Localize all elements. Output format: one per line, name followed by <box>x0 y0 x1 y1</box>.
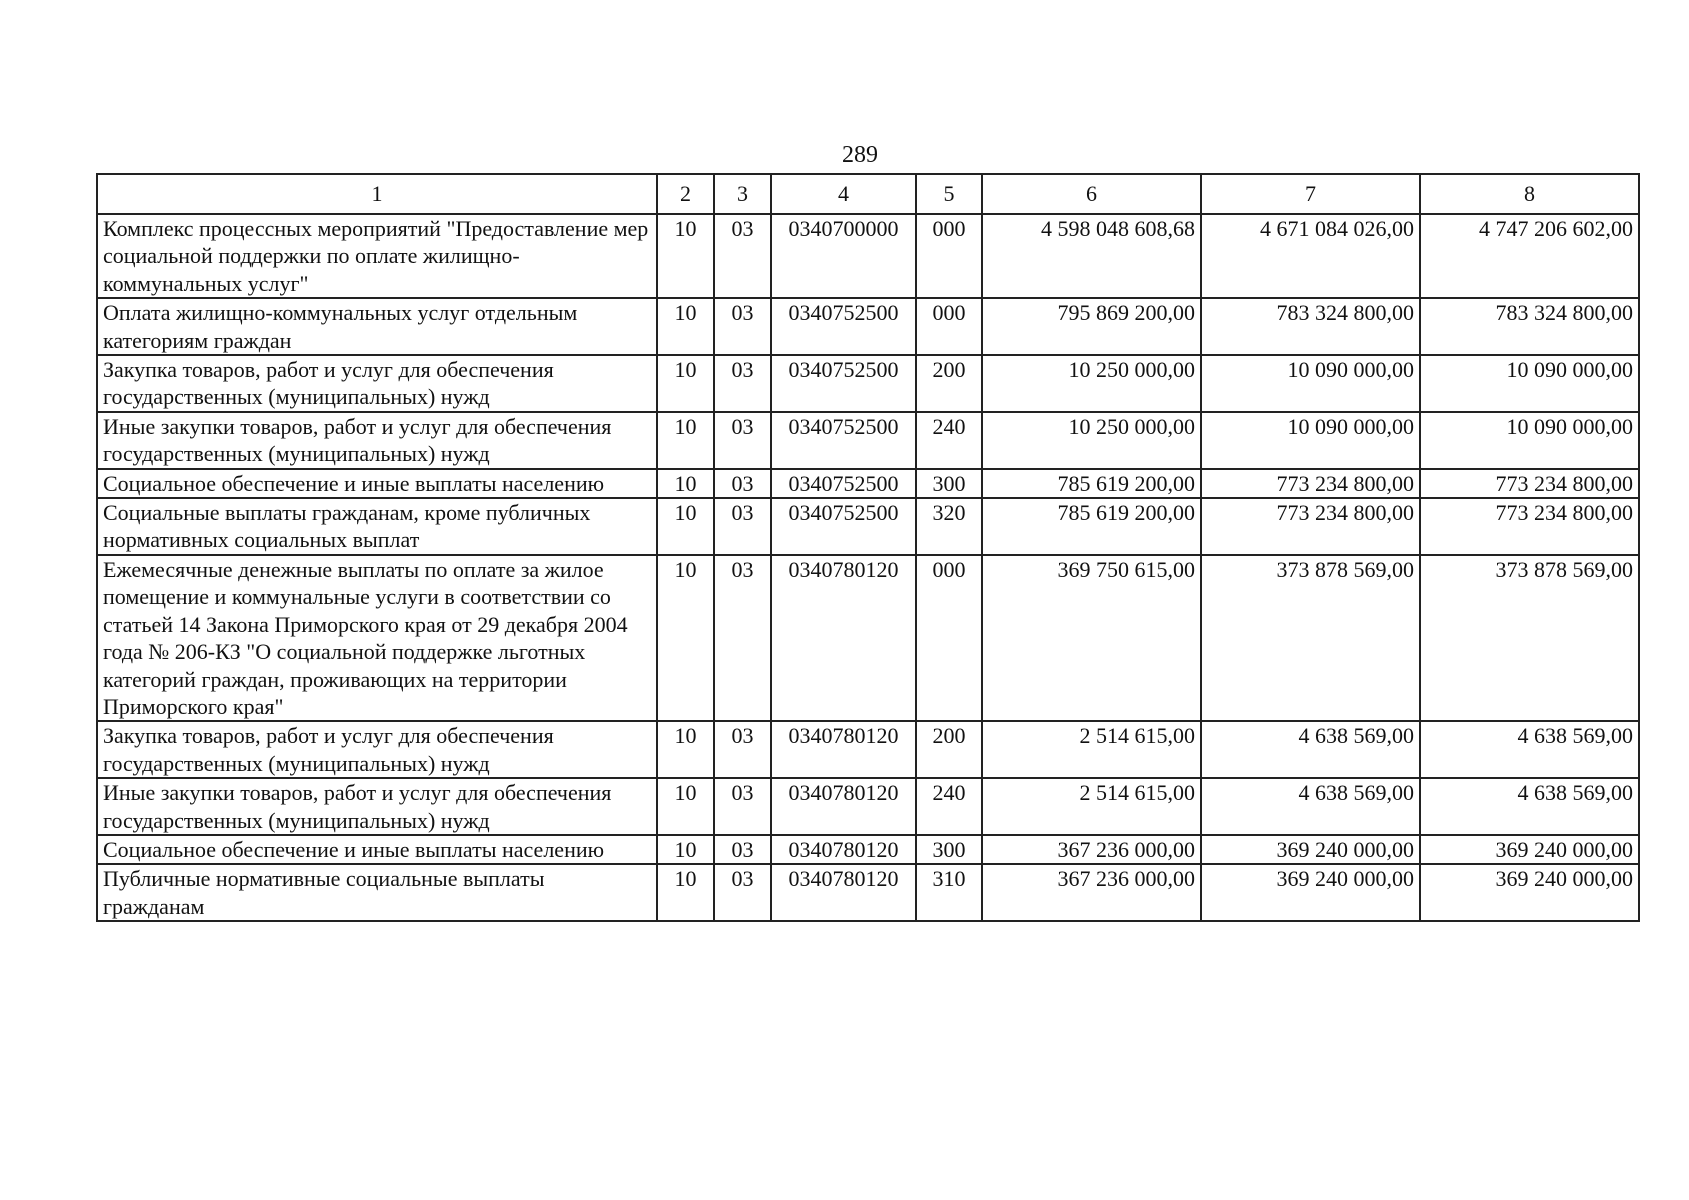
subsection-code: 03 <box>714 778 771 835</box>
target-article-code: 0340752500 <box>771 355 916 412</box>
page-number: 289 <box>842 142 878 168</box>
row-name: Иные закупки товаров, работ и услуг для обеспечения государственных (муниципальных) нужд <box>97 778 657 835</box>
row-name: Социальное обеспечение и иные выплаты населению <box>97 469 657 498</box>
section-code: 10 <box>657 355 714 412</box>
expense-type-code: 000 <box>916 298 982 355</box>
amount-col7: 4 638 569,00 <box>1201 721 1420 778</box>
section-code: 10 <box>657 721 714 778</box>
amount-col6: 10 250 000,00 <box>982 412 1201 469</box>
row-name: Социальное обеспечение и иные выплаты населению <box>97 835 657 864</box>
amount-col7: 783 324 800,00 <box>1201 298 1420 355</box>
expense-type-code: 240 <box>916 412 982 469</box>
amount-col8: 10 090 000,00 <box>1420 355 1639 412</box>
section-code: 10 <box>657 298 714 355</box>
amount-col8: 773 234 800,00 <box>1420 498 1639 555</box>
amount-col7: 369 240 000,00 <box>1201 835 1420 864</box>
column-header: 3 <box>714 174 771 214</box>
amount-col6: 367 236 000,00 <box>982 835 1201 864</box>
subsection-code: 03 <box>714 555 771 721</box>
expense-type-code: 310 <box>916 864 982 921</box>
target-article-code: 0340752500 <box>771 412 916 469</box>
row-name: Закупка товаров, работ и услуг для обеспечения государственных (муниципальных) нужд <box>97 355 657 412</box>
table-row <box>97 555 1639 721</box>
target-article-code: 0340752500 <box>771 298 916 355</box>
amount-col6: 795 869 200,00 <box>982 298 1201 355</box>
table-row <box>97 412 1639 469</box>
expense-type-code: 200 <box>916 355 982 412</box>
column-header: 1 <box>97 174 657 214</box>
row-name: Публичные нормативные социальные выплаты гражданам <box>97 864 657 921</box>
expense-type-code: 000 <box>916 555 982 721</box>
amount-col7: 10 090 000,00 <box>1201 355 1420 412</box>
amount-col6: 785 619 200,00 <box>982 469 1201 498</box>
subsection-code: 03 <box>714 864 771 921</box>
subsection-code: 03 <box>714 355 771 412</box>
row-name: Ежемесячные денежные выплаты по оплате за жилое помещение и коммунальные услуги в соответствии со статьей 14 Закона Приморского края от 29 декабря 2004 года № 206-КЗ "О социальной поддержке льготных категорий граждан, проживающих на территории Приморского края" <box>97 555 657 721</box>
table-row <box>97 355 1639 412</box>
subsection-code: 03 <box>714 835 771 864</box>
expense-type-code: 200 <box>916 721 982 778</box>
column-header: 7 <box>1201 174 1420 214</box>
subsection-code: 03 <box>714 298 771 355</box>
subsection-code: 03 <box>714 214 771 298</box>
row-name: Комплекс процессных мероприятий "Предоставление мер социальной поддержки по оплате жилищно-коммунальных услуг" <box>97 214 657 298</box>
target-article-code: 0340780120 <box>771 778 916 835</box>
section-code: 10 <box>657 835 714 864</box>
amount-col7: 10 090 000,00 <box>1201 412 1420 469</box>
amount-col6: 10 250 000,00 <box>982 355 1201 412</box>
section-code: 10 <box>657 498 714 555</box>
row-name: Закупка товаров, работ и услуг для обеспечения государственных (муниципальных) нужд <box>97 721 657 778</box>
column-header: 4 <box>771 174 916 214</box>
section-code: 10 <box>657 412 714 469</box>
target-article-code: 0340752500 <box>771 469 916 498</box>
amount-col7: 4 671 084 026,00 <box>1201 214 1420 298</box>
column-header: 8 <box>1420 174 1639 214</box>
amount-col8: 4 638 569,00 <box>1420 778 1639 835</box>
target-article-code: 0340780120 <box>771 555 916 721</box>
subsection-code: 03 <box>714 721 771 778</box>
amount-col7: 373 878 569,00 <box>1201 555 1420 721</box>
table-row <box>97 469 1639 498</box>
amount-col7: 4 638 569,00 <box>1201 778 1420 835</box>
target-article-code: 0340752500 <box>771 498 916 555</box>
amount-col6: 367 236 000,00 <box>982 864 1201 921</box>
header-row <box>97 174 1639 214</box>
amount-col8: 369 240 000,00 <box>1420 835 1639 864</box>
subsection-code: 03 <box>714 469 771 498</box>
expense-type-code: 300 <box>916 469 982 498</box>
column-header: 6 <box>982 174 1201 214</box>
table-row <box>97 721 1639 778</box>
target-article-code: 0340700000 <box>771 214 916 298</box>
amount-col6: 785 619 200,00 <box>982 498 1201 555</box>
expense-type-code: 320 <box>916 498 982 555</box>
section-code: 10 <box>657 778 714 835</box>
row-name: Иные закупки товаров, работ и услуг для обеспечения государственных (муниципальных) нужд <box>97 412 657 469</box>
amount-col7: 369 240 000,00 <box>1201 864 1420 921</box>
subsection-code: 03 <box>714 412 771 469</box>
section-code: 10 <box>657 214 714 298</box>
amount-col8: 773 234 800,00 <box>1420 469 1639 498</box>
amount-col6: 4 598 048 608,68 <box>982 214 1201 298</box>
expense-type-code: 300 <box>916 835 982 864</box>
target-article-code: 0340780120 <box>771 864 916 921</box>
amount-col8: 10 090 000,00 <box>1420 412 1639 469</box>
section-code: 10 <box>657 555 714 721</box>
section-code: 10 <box>657 469 714 498</box>
row-name: Оплата жилищно-коммунальных услуг отдельным категориям граждан <box>97 298 657 355</box>
table-row <box>97 298 1639 355</box>
target-article-code: 0340780120 <box>771 835 916 864</box>
amount-col8: 4 747 206 602,00 <box>1420 214 1639 298</box>
expense-type-code: 000 <box>916 214 982 298</box>
amount-col8: 783 324 800,00 <box>1420 298 1639 355</box>
amount-col8: 4 638 569,00 <box>1420 721 1639 778</box>
section-code: 10 <box>657 864 714 921</box>
amount-col6: 2 514 615,00 <box>982 721 1201 778</box>
table-row <box>97 214 1639 298</box>
table-row <box>97 864 1639 921</box>
amount-col6: 369 750 615,00 <box>982 555 1201 721</box>
row-name: Социальные выплаты гражданам, кроме публичных нормативных социальных выплат <box>97 498 657 555</box>
subsection-code: 03 <box>714 498 771 555</box>
amount-col8: 369 240 000,00 <box>1420 864 1639 921</box>
column-header: 5 <box>916 174 982 214</box>
amount-col6: 2 514 615,00 <box>982 778 1201 835</box>
amount-col7: 773 234 800,00 <box>1201 469 1420 498</box>
column-header: 2 <box>657 174 714 214</box>
amount-col8: 373 878 569,00 <box>1420 555 1639 721</box>
table-row <box>97 498 1639 555</box>
amount-col7: 773 234 800,00 <box>1201 498 1420 555</box>
table-row <box>97 778 1639 835</box>
target-article-code: 0340780120 <box>771 721 916 778</box>
expense-type-code: 240 <box>916 778 982 835</box>
budget-table <box>96 173 1640 922</box>
table-row <box>97 835 1639 864</box>
